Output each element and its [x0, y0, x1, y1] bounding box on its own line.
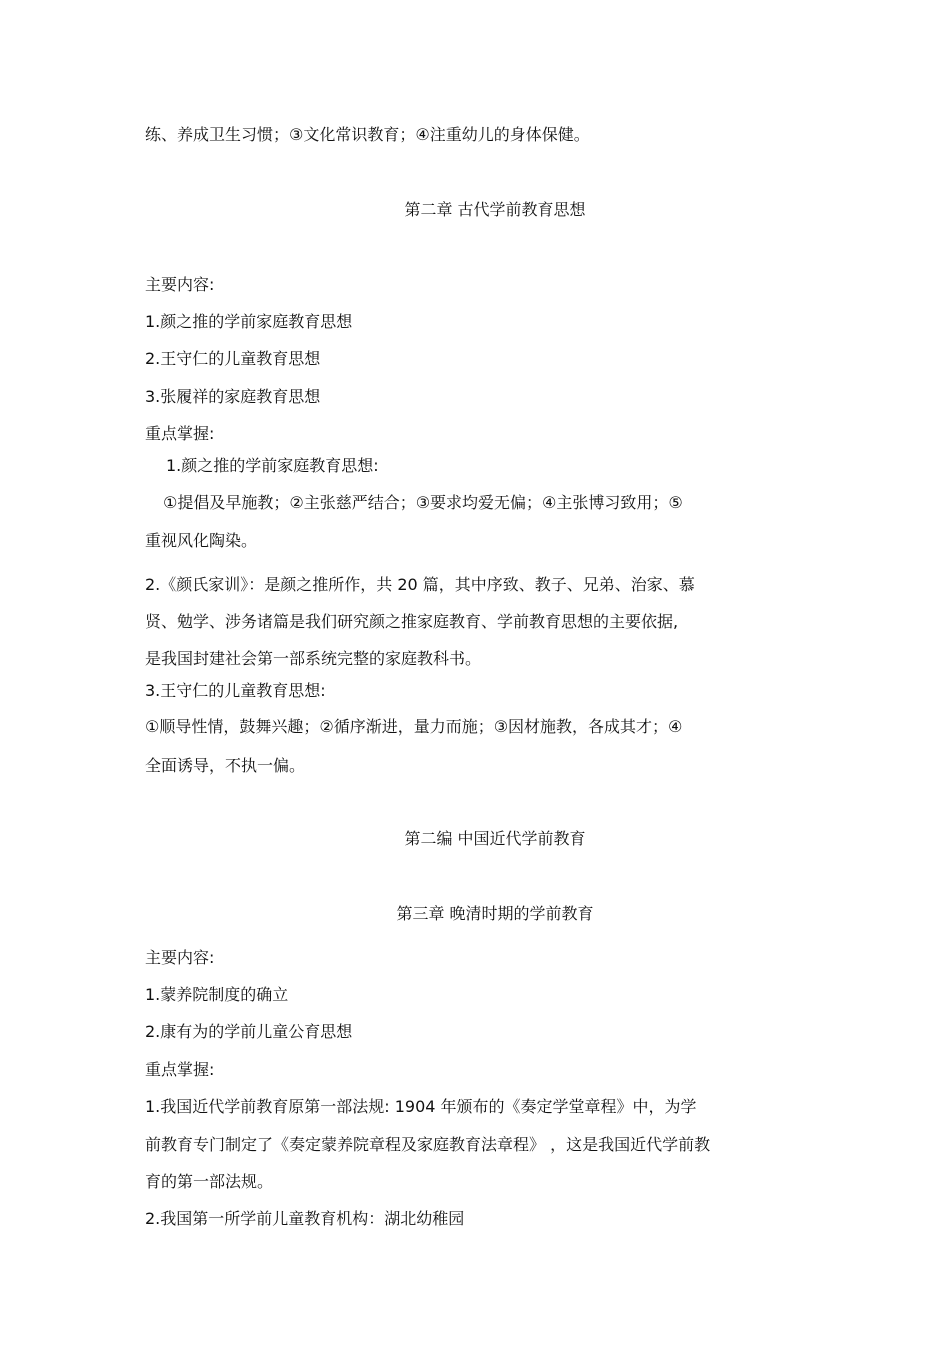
paragraph-line: 2.我国第一所学前儿童教育机构：湖北幼稚园 [145, 1209, 465, 1228]
list-item: 2.王守仁的儿童教育思想 [145, 349, 321, 368]
key-point-heading: 3.王守仁的儿童教育思想: [145, 681, 326, 700]
part-heading-2: 第二编 中国近代学前教育 [404, 829, 586, 848]
paragraph-line: 全面诱导，不执一偏。 [145, 756, 306, 775]
chapter-heading-3: 第三章 晚清时期的学前教育 [396, 904, 594, 923]
paragraph-line: ①顺导性情，鼓舞兴趣；②循序渐进，量力而施；③因材施教，各成其才；④ [145, 717, 683, 736]
paragraph-line: 前教育专门制定了《奏定蒙养院章程及家庭教育法章程》 ，这是我国近代学前教 [145, 1135, 711, 1154]
section-label-main-content: 主要内容: [145, 948, 215, 967]
section-label-main-content: 主要内容: [145, 275, 215, 294]
paragraph-line: 育的第一部法规。 [145, 1172, 274, 1191]
paragraph-line: 2.《颜氏家训》：是颜之推所作，共 20 篇，其中序致、教子、兄弟、治家、慕 [145, 575, 695, 594]
paragraph-line: 是我国封建社会第一部系统完整的家庭教科书。 [145, 649, 482, 668]
section-label-key-points: 重点掌握: [145, 424, 215, 443]
chapter-heading-2: 第二章 古代学前教育思想 [404, 200, 586, 219]
list-item: 1.蒙养院制度的确立 [145, 985, 289, 1004]
paragraph-line: 1.我国近代学前教育原第一部法规: 1904 年颁布的《奏定学堂章程》中，为学 [145, 1097, 697, 1116]
list-item: 1.颜之推的学前家庭教育思想 [145, 312, 353, 331]
list-item: 3.张履祥的家庭教育思想 [145, 387, 321, 406]
section-label-key-points: 重点掌握: [145, 1060, 215, 1079]
text-line-prev-chapter-end: 练、养成卫生习惯；③文化常识教育；④注重幼儿的身体保健。 [145, 125, 590, 144]
paragraph-line: 贤、勉学、涉务诸篇是我们研究颜之推家庭教育、学前教育思想的主要依据, [145, 612, 679, 631]
paragraph-line: ①提倡及早施教；②主张慈严结合；③要求均爱无偏；④主张博习致用；⑤ [163, 493, 683, 512]
list-item: 2.康有为的学前儿童公育思想 [145, 1022, 353, 1041]
paragraph-line: 重视风化陶染。 [145, 531, 258, 550]
key-point-heading: 1.颜之推的学前家庭教育思想: [166, 456, 379, 475]
